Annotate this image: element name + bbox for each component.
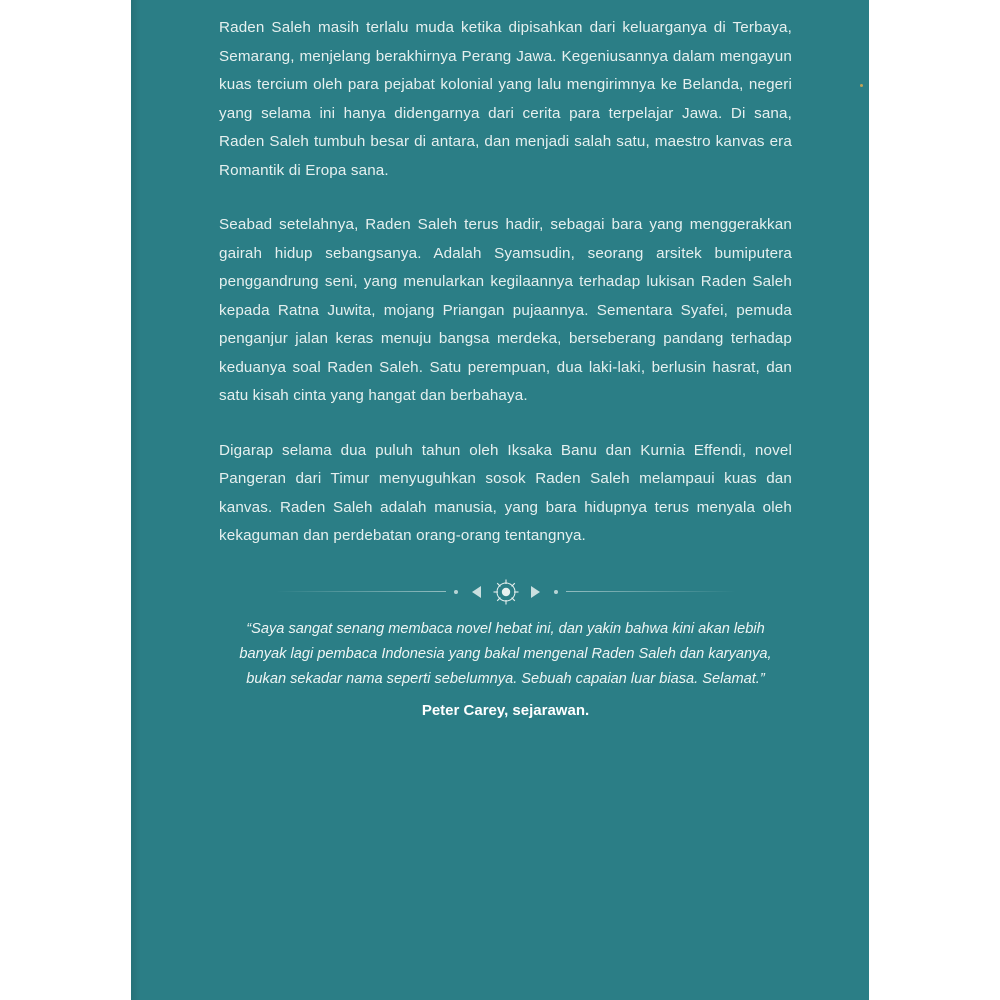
back-cover-content <box>219 14 792 719</box>
synopsis-paragraph-1: Raden Saleh masih terlalu muda ketika dipisahkan dari keluarganya di Terbaya, Semarang, menjelang berakhirnya Perang Jawa. Kegeniusannya dalam mengayun kuas tercium oleh para pejabat kolonial yang lalu mengirimnya ke Belanda, negeri yang selama ini hanya didengarnya dari cerita para terpelajar Jawa. Di sana, Raden Saleh tumbuh besar di antara, dan menjadi salah satu, maestro kanvas era Romantik di Eropa sana. <box>219 19 792 179</box>
divider-line-left <box>276 591 446 592</box>
endorsement-attribution: Peter Carey, sejarawan. <box>421 701 590 719</box>
synopsis-paragraph-3: Digarap selama dua puluh tahun oleh Iksaka Banu dan Kurnia Effendi, novel Pangeran dari Timur menyuguhkan sosok Raden Saleh melampaui kuas dan kanvas. Raden Saleh adalah manusia, yang bara hidupnya terus menyala oleh kekaguman dan perdebatan orang-orang tentangnya. <box>219 441 792 544</box>
endorsement-blurb: “Saya sangat senang membaca novel hebat ini, dan yakin bahwa kini akan lebih banyak lagi pembaca Indonesia yang bakal mengenal Raden Saleh dan karyanya, bukan sekadar nama seperti sebelumnya. Sebuah capaian luar biasa. Selamat.” <box>239 620 772 687</box>
spine-shadow <box>131 0 141 1000</box>
divider-line-right <box>566 591 736 592</box>
divider-triangle-right-icon <box>531 586 540 598</box>
rosette-ornament-icon <box>491 577 521 607</box>
synopsis-paragraph-2: Seabad setelahnya, Raden Saleh terus hadir, sebagai bara yang menggerakkan gairah hidup sebangsanya. Adalah Syamsudin, seorang arsitek bumiputera penggandrung seni, yang menularkan kegilaannya terhadap lukisan Raden Saleh kepada Ratna Juwita, mojang Priangan pujaannya. Sementara Syafei, pemuda penganjur jalan keras menuju bangsa merdeka, berseberang pandang terhadap keduanya soal Raden Saleh. Satu perempuan, dua laki-laki, berlusin hasrat, dan satu kisah cinta yang hangat dan berbahaya. <box>219 216 792 404</box>
divider-dot-left <box>454 590 458 594</box>
corner-dot-mark <box>860 84 863 87</box>
divider-dot-right <box>554 590 558 594</box>
ornamental-divider <box>219 577 792 607</box>
book-back-cover <box>131 0 869 1000</box>
divider-triangle-left-icon <box>472 586 481 598</box>
